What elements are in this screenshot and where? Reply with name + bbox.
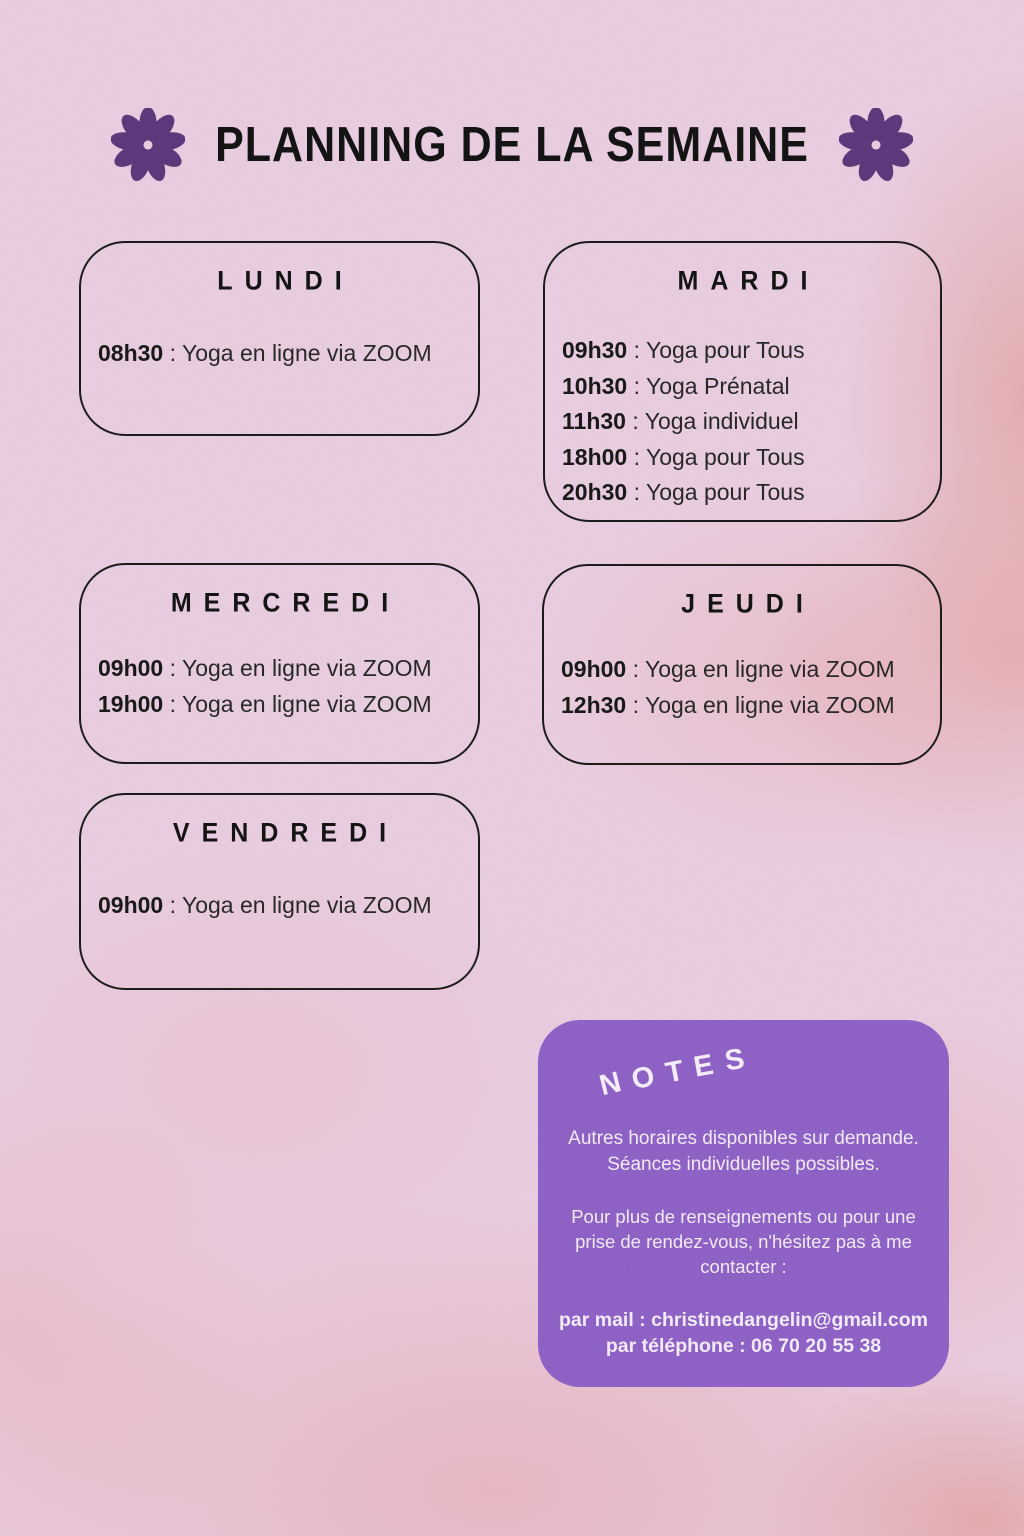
- day-title: MERCREDI: [170, 587, 401, 619]
- notes-contact-intro: [538, 1204, 949, 1279]
- notes-title: [538, 1042, 949, 1106]
- notes-line: prise de rendez-vous, n'hésitez pas à me: [575, 1231, 912, 1252]
- notes-title-letter: O: [628, 1059, 660, 1097]
- day-entries: [98, 887, 470, 923]
- schedule-entry: 20h30 : Yoga pour Tous: [562, 479, 805, 505]
- contact-phone: par téléphone : 06 70 20 55 38: [605, 1335, 882, 1357]
- notes-card: [538, 1020, 949, 1387]
- schedule-entry: 19h00 : Yoga en ligne via ZOOM: [98, 691, 432, 717]
- contact-email: par mail : christinedangelin@gmail.com: [558, 1309, 928, 1331]
- day-card-vendredi: [79, 793, 480, 990]
- day-title: JEUDI: [681, 588, 815, 620]
- notes-line: Autres horaires disponibles sur demande.: [568, 1128, 919, 1149]
- poster-header: [0, 108, 1024, 182]
- day-entries: [98, 335, 470, 371]
- page-title: PLANNING DE LA SEMAINE: [215, 117, 809, 172]
- day-title: MARDI: [677, 265, 820, 297]
- day-entries: [562, 333, 932, 511]
- day-card-mardi: [543, 241, 942, 522]
- schedule-entry: 12h30 : Yoga en ligne via ZOOM: [561, 692, 895, 718]
- day-title: LUNDI: [217, 265, 354, 297]
- notes-availability: [538, 1126, 949, 1178]
- day-card-mercredi: [79, 563, 480, 764]
- notes-contact-details: [538, 1307, 949, 1359]
- notes-title-letter: T: [662, 1054, 689, 1090]
- day-entries: [561, 651, 932, 723]
- flower-asterisk-icon: [111, 108, 185, 182]
- day-card-lundi: [79, 241, 480, 436]
- day-card-jeudi: [542, 564, 942, 765]
- notes-title-letter: S: [722, 1042, 749, 1078]
- day-entries: [98, 650, 470, 722]
- schedule-entry: 09h00 : Yoga en ligne via ZOOM: [561, 656, 895, 682]
- schedule-entry: 10h30 : Yoga Prénatal: [562, 372, 790, 399]
- notes-title-letter: E: [691, 1048, 719, 1084]
- schedule-entry: 08h30 : Yoga en ligne via ZOOM: [98, 340, 432, 366]
- schedule-entry: 09h30 : Yoga pour Tous: [562, 337, 805, 363]
- notes-line: Séances individuelles possibles.: [607, 1154, 880, 1175]
- schedule-entry: 18h00 : Yoga pour Tous: [562, 443, 805, 470]
- day-title: VENDREDI: [172, 817, 399, 849]
- flower-asterisk-icon: [839, 108, 913, 182]
- notes-line: contacter :: [700, 1256, 787, 1277]
- notes-line: Pour plus de renseignements ou pour une: [571, 1206, 916, 1227]
- schedule-entry: 11h30 : Yoga individuel: [562, 408, 799, 434]
- schedule-entry: 09h00 : Yoga en ligne via ZOOM: [98, 892, 432, 918]
- schedule-entry: 09h00 : Yoga en ligne via ZOOM: [98, 655, 432, 681]
- notes-title-letter: N: [596, 1065, 627, 1103]
